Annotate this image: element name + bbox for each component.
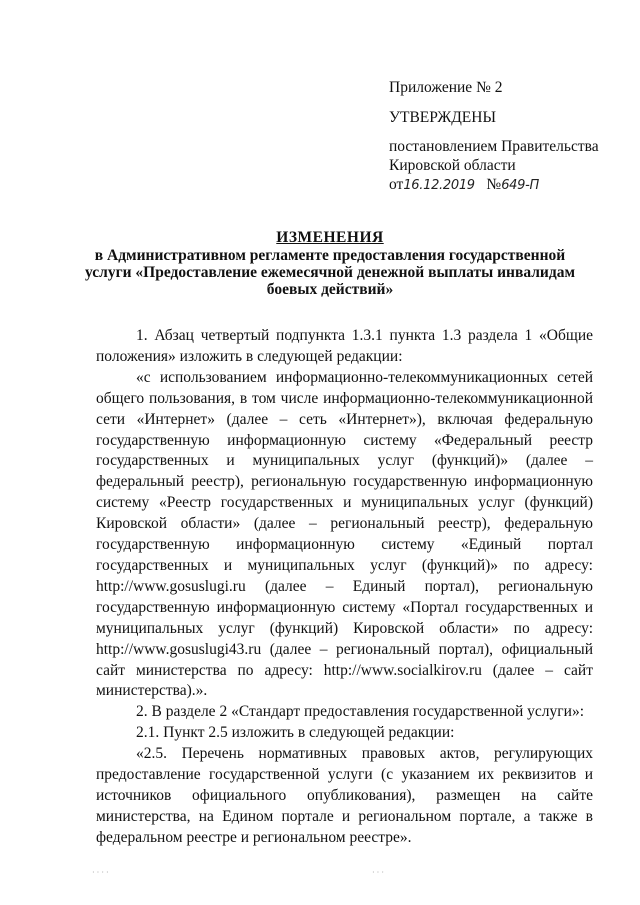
scan-dots-left: · · · · (92, 868, 109, 877)
document-title (60, 229, 600, 298)
title-line-3: боевых действий» (266, 281, 394, 298)
paragraph-2: «с использованием информационно-телекоммуникационных сетей общего пользования, в том числе информационно-телекоммуникационной сети «Интернет» (далее – сеть «Интернет»), включая федеральную государственную информационную систему «Федеральный реестр государственных и муниципальных услуг (функций)» (далее – федеральный реестр), региональную государственную информационную систему «Реестр государственных и муниципальных услуг (функций) Кировской области» (далее – региональный реестр), федеральную государственную информационную систему «Единый портал государственных и муниципальных услуг (функций)» по адресу: http://www.gosuslugi.ru (далее – Единый портал), региональную государственную информационную систему «Портал государственных и муниципальных услуг (функций) Кировской области» по адресу: http://www.gosuslugi43.ru (далее – региональный портал), официальный сайт министерства по адресу: http://www.socialkirov.ru (далее – сайт министерства).». (96, 368, 593, 700)
approved-by-line1: постановлением Правительства (389, 138, 599, 155)
document-body (96, 326, 593, 849)
paragraph-3: 2. В разделе 2 «Стандарт предоставления государственной услуги»: (136, 703, 585, 721)
handwritten-date: 16.12.2019 (403, 178, 475, 193)
scan-dots-right: · · · (372, 868, 384, 877)
title-line-2: услуги «Предоставление ежемесячной денежной выплаты инвалидам (84, 264, 576, 281)
number-prefix: № (486, 176, 502, 193)
decree-date-number (389, 175, 619, 195)
paragraph-1: 1. Абзац четвертый подпункта 1.3.1 пункта 1.3 раздела 1 «Общие положения» изложить в следующей редакции: (96, 327, 593, 365)
appendix-label: Приложение № 2 (389, 79, 503, 96)
title-line-1: в Административном регламенте предоставления государственной (94, 247, 566, 264)
approved-by-line2: Кировской области (389, 157, 516, 174)
scan-artifacts (0, 868, 640, 878)
approved-label: УТВЕРЖДЕНЫ (389, 109, 496, 126)
handwritten-number: 649-П (501, 178, 539, 193)
title-main: ИЗМЕНЕНИЯ (276, 229, 384, 246)
paragraph-5: «2.5. Перечень нормативных правовых актов, регулирующих предоставление государственной услуги (с указанием их реквизитов и источников официального опубликования), размещен на сайте министерства, на Едином портале и региональном портале, а также в федеральном реестре и региональном реестре». (96, 745, 593, 846)
approval-block (389, 78, 619, 195)
paragraph-4: 2.1. Пункт 2.5 изложить в следующей редакции: (136, 724, 455, 742)
date-prefix: от (389, 176, 404, 193)
